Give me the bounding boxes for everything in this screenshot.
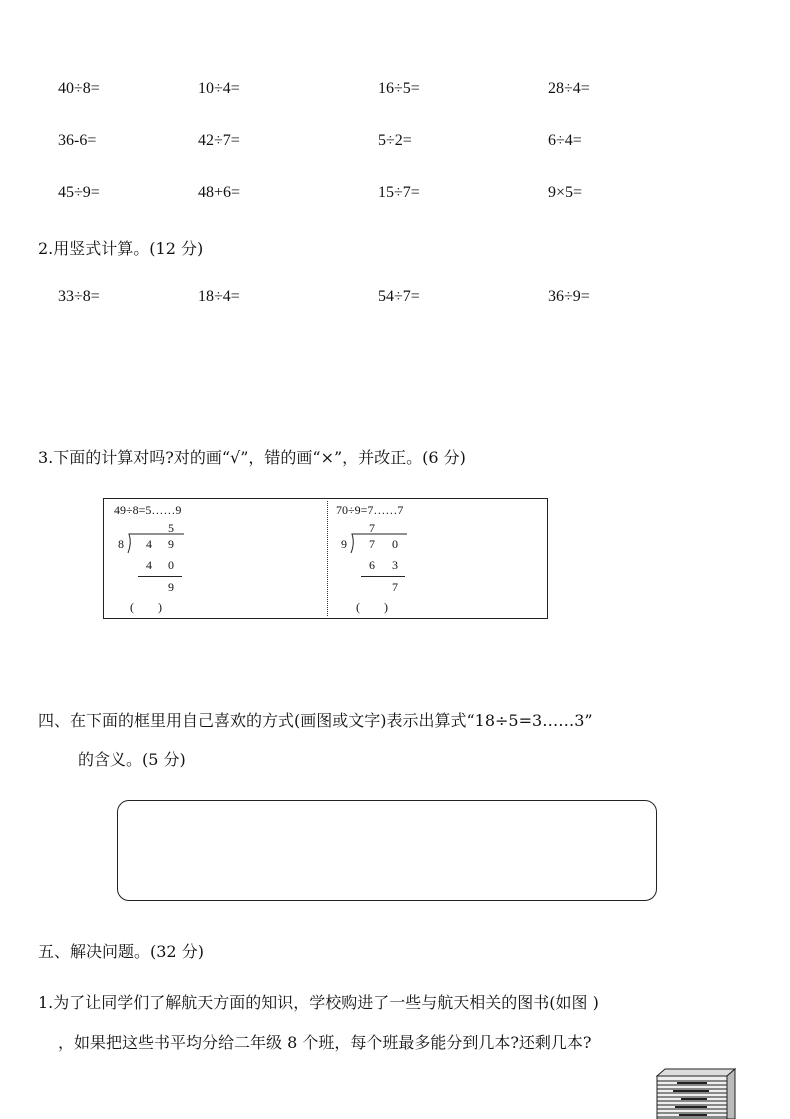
q3-left-dividend-d1: 4 [146,537,152,551]
oral-calc-item: 9×5= [548,184,583,201]
q3-right-divisor: 9 [341,537,347,551]
q3-right-underline [361,576,405,577]
q2-item: 54÷7= [378,288,420,305]
q3-right-division-bracket [349,533,409,555]
q3-right-dividend-d1: 7 [369,537,375,551]
q3-left-divisor: 8 [118,537,124,551]
oral-calc-item: 36-6= [58,132,97,149]
oral-calc-item: 28÷4= [548,80,590,97]
q3-left-remainder: 9 [168,580,174,594]
q3-right-dividend-d2: 0 [392,537,398,551]
q3-divider [327,501,328,616]
oral-calc-item: 10÷4= [198,80,240,97]
q3-left-product-d1: 4 [146,558,152,572]
section4-answer-box[interactable] [117,800,657,901]
oral-calc-item: 6÷4= [548,132,582,149]
q2-item: 18÷4= [198,288,240,305]
oral-calc-item: 5÷2= [378,132,412,149]
section5-problem1-line2: ，如果把这些书平均分给二年级 8 个班，每个班最多能分到几本?还剩几本? [58,1033,592,1052]
q3-right-judge-blank[interactable]: ( ) [356,600,388,614]
oral-calc-item: 42÷7= [198,132,240,149]
oral-calc-item: 16÷5= [378,80,420,97]
q2-item: 36÷9= [548,288,590,305]
oral-calc-item: 45÷9= [58,184,100,201]
q3-right-product-d2: 3 [392,558,398,572]
section5-problem1-line1: 1.为了让同学们了解航天方面的知识，学校购进了一些与航天相关的图书(如图 ) [38,993,599,1012]
section5-title: 五、解决问题。(32 分) [38,942,204,961]
oral-calc-item: 40÷8= [58,80,100,97]
book-stack-illustration [655,1068,737,1119]
q2-item: 33÷8= [58,288,100,305]
q3-right-product-d1: 6 [369,558,375,572]
section4-prompt-line1: 四、在下面的框里用自己喜欢的方式(画图或文字)表示出算式“18÷5=3……3” [38,711,593,730]
q3-left-dividend-d2: 9 [168,537,174,551]
oral-calc-item: 48+6= [198,184,241,201]
q3-left-equation: 49÷8=5……9 [114,503,182,517]
q3-left-product-d2: 0 [168,558,174,572]
q3-left-judge-blank[interactable]: ( ) [130,600,162,614]
oral-calc-item: 15÷7= [378,184,420,201]
q3-check-table [103,498,548,619]
q3-left-quotient: 5 [168,521,174,535]
q2-title: 2.用竖式计算。(12 分) [38,239,204,258]
q3-title: 3.下面的计算对吗?对的画“√”，错的画“×”，并改正。(6 分) [38,448,466,467]
q3-right-equation: 70÷9=7……7 [336,503,404,517]
section4-prompt-line2: 的含义。(5 分) [78,750,186,769]
q3-left-division-bracket [126,533,186,555]
q3-right-remainder: 7 [392,580,398,594]
q3-right-quotient: 7 [369,521,375,535]
q3-left-underline [138,576,182,577]
